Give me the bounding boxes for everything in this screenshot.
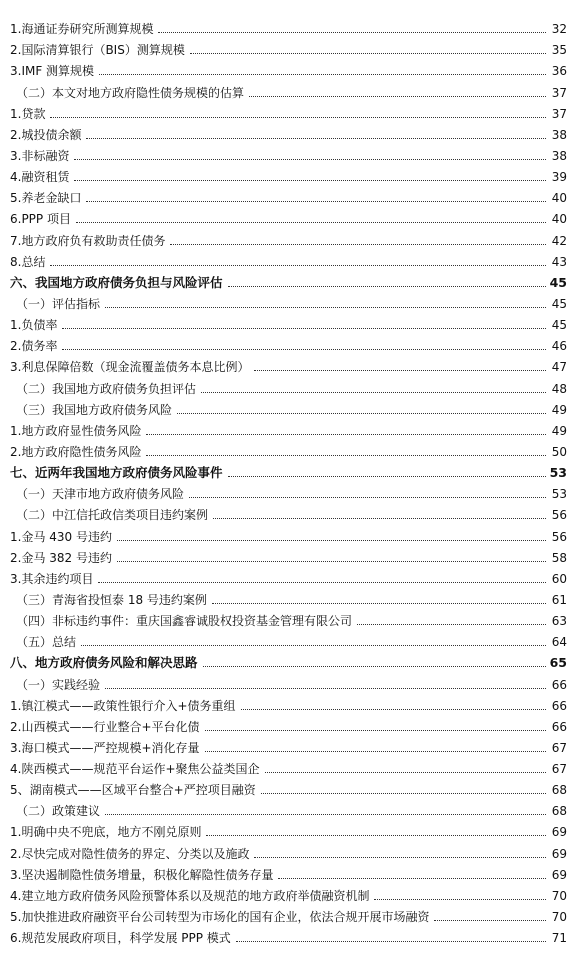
toc-entry[interactable] xyxy=(10,374,567,395)
toc-entry[interactable] xyxy=(10,692,567,713)
toc-page-number: 69 xyxy=(551,867,567,882)
dot-leader xyxy=(236,941,546,942)
toc-entry[interactable] xyxy=(10,205,567,226)
toc-section-heading[interactable] xyxy=(10,459,567,480)
toc-entry-title: （五）总结 xyxy=(16,635,77,650)
toc-entry-title: （二）我国地方政府债务负担评估 xyxy=(16,381,197,396)
toc-entry-title: （三）我国地方政府债务风险 xyxy=(16,402,173,417)
toc-entry-title: 3.其余违约项目 xyxy=(10,571,94,586)
toc-page-number: 45 xyxy=(551,318,567,333)
toc-entry-title: 2.国际清算银行（BIS）测算规模 xyxy=(10,43,185,58)
dot-leader xyxy=(212,603,546,604)
toc-entry-title: 4.陕西模式——规范平台运作+聚焦公益类国企 xyxy=(10,762,260,777)
toc-page-number: 68 xyxy=(551,804,567,819)
dot-leader xyxy=(201,392,546,393)
toc-entry-title: （四）非标违约事件：重庆国鑫睿诚股权投资基金管理有限公司 xyxy=(16,614,353,629)
dot-leader xyxy=(177,413,546,414)
toc-entry[interactable] xyxy=(10,607,567,628)
toc-page-number: 70 xyxy=(551,888,567,903)
dot-leader xyxy=(249,96,546,97)
toc-entry-title: 3.海口模式——严控规模+消化存量 xyxy=(10,740,200,755)
toc-entry[interactable] xyxy=(10,417,567,438)
toc-entry-title: 2.债务率 xyxy=(10,339,58,354)
toc-page-number: 49 xyxy=(551,402,567,417)
toc-entry[interactable] xyxy=(10,839,567,860)
toc-page-number: 65 xyxy=(549,655,567,671)
toc-page-number: 40 xyxy=(551,212,567,227)
dot-leader xyxy=(241,709,546,710)
toc-section-heading[interactable] xyxy=(10,269,567,290)
dot-leader xyxy=(105,688,546,689)
dot-leader xyxy=(50,265,546,266)
toc-entry[interactable] xyxy=(10,924,567,945)
toc-entry[interactable] xyxy=(10,628,567,649)
toc-page-number: 40 xyxy=(551,191,567,206)
toc-entry-title: 3.坚决遏制隐性债务增量，积极化解隐性债务存量 xyxy=(10,867,274,882)
toc-entry[interactable] xyxy=(10,713,567,734)
toc-page-number: 70 xyxy=(551,910,567,925)
dot-leader xyxy=(254,370,546,371)
dot-leader xyxy=(146,455,546,456)
dot-leader xyxy=(105,307,546,308)
toc-entry[interactable] xyxy=(10,670,567,691)
dot-leader xyxy=(99,74,546,75)
dot-leader xyxy=(261,793,546,794)
table-of-contents xyxy=(10,15,567,945)
toc-entry-title: 6.规范发展政府项目，科学发展 PPP 模式 xyxy=(10,931,231,946)
toc-entry-title: 八、地方政府债务风险和解决思路 xyxy=(10,655,198,671)
toc-page-number: 32 xyxy=(551,22,567,37)
toc-entry[interactable] xyxy=(10,755,567,776)
toc-page-number: 49 xyxy=(551,423,567,438)
toc-entry[interactable] xyxy=(10,438,567,459)
dot-leader xyxy=(170,244,546,245)
toc-page-number: 66 xyxy=(551,677,567,692)
dot-leader xyxy=(158,32,546,33)
toc-entry[interactable] xyxy=(10,501,567,522)
toc-page-number: 36 xyxy=(551,64,567,79)
toc-entry[interactable] xyxy=(10,522,567,543)
toc-entry-title: 5、湖南模式——区域平台整合+严控项目融资 xyxy=(10,783,256,798)
toc-entry[interactable] xyxy=(10,36,567,57)
toc-page-number: 42 xyxy=(551,233,567,248)
toc-entry[interactable] xyxy=(10,586,567,607)
dot-leader xyxy=(206,835,546,836)
toc-entry-title: （三）青海省投恒泰 18 号违约案例 xyxy=(16,592,207,607)
toc-entry[interactable] xyxy=(10,15,567,36)
toc-page-number: 37 xyxy=(551,85,567,100)
toc-entry-title: 六、我国地方政府债务负担与风险评估 xyxy=(10,274,223,290)
toc-entry[interactable] xyxy=(10,184,567,205)
dot-leader xyxy=(190,53,546,54)
toc-entry-title: 1.金马 430 号违约 xyxy=(10,529,112,544)
toc-page-number: 53 xyxy=(549,465,567,481)
toc-entry[interactable] xyxy=(10,311,567,332)
dot-leader xyxy=(81,645,546,646)
toc-entry[interactable] xyxy=(10,226,567,247)
dot-leader xyxy=(357,624,546,625)
dot-leader xyxy=(189,497,546,498)
toc-page-number: 50 xyxy=(551,444,567,459)
dot-leader xyxy=(203,666,546,667)
toc-page-number: 69 xyxy=(551,825,567,840)
toc-entry-title: 5.养老金缺口 xyxy=(10,191,82,206)
toc-page-number: 38 xyxy=(551,148,567,163)
toc-entry-title: 2.地方政府隐性债务风险 xyxy=(10,444,142,459)
dot-leader xyxy=(76,222,546,223)
dot-leader xyxy=(62,349,546,350)
toc-entry[interactable] xyxy=(10,57,567,78)
toc-page-number: 53 xyxy=(551,487,567,502)
toc-page-number: 69 xyxy=(551,846,567,861)
dot-leader xyxy=(146,434,546,435)
toc-section-heading[interactable] xyxy=(10,649,567,670)
toc-entry-title: 1.明确中央不兜底，地方不刚兑原则 xyxy=(10,825,202,840)
dot-leader xyxy=(265,772,546,773)
toc-entry[interactable] xyxy=(10,353,567,374)
dot-leader xyxy=(86,138,546,139)
toc-entry[interactable] xyxy=(10,290,567,311)
toc-page-number: 71 xyxy=(551,931,567,946)
toc-entry-title: 6.PPP 项目 xyxy=(10,212,71,227)
dot-leader xyxy=(117,540,546,541)
toc-entry-title: 1.贷款 xyxy=(10,106,46,121)
toc-entry-title: 3.非标融资 xyxy=(10,148,70,163)
toc-entry-title: 2.金马 382 号违约 xyxy=(10,550,112,565)
dot-leader xyxy=(74,180,546,181)
toc-page-number: 67 xyxy=(551,740,567,755)
toc-entry[interactable] xyxy=(10,121,567,142)
dot-leader xyxy=(74,159,546,160)
toc-entry[interactable] xyxy=(10,100,567,121)
toc-entry[interactable] xyxy=(10,142,567,163)
toc-entry-title: 8.总结 xyxy=(10,254,46,269)
toc-entry-title: 3.利息保障倍数（现金流覆盖债务本息比例） xyxy=(10,360,250,375)
dot-leader xyxy=(117,561,546,562)
toc-page-number: 43 xyxy=(551,254,567,269)
toc-page-number: 35 xyxy=(551,43,567,58)
toc-entry-title: 2.山西模式——行业整合+平台化债 xyxy=(10,719,200,734)
toc-entry[interactable] xyxy=(10,248,567,269)
toc-entry-title: （二）中江信托政信类项目违约案例 xyxy=(16,508,209,523)
toc-page-number: 63 xyxy=(551,614,567,629)
toc-entry[interactable] xyxy=(10,861,567,882)
toc-entry-title: （二）本文对地方政府隐性债务规模的估算 xyxy=(16,85,245,100)
dot-leader xyxy=(50,117,546,118)
dot-leader xyxy=(105,814,546,815)
toc-entry[interactable] xyxy=(10,734,567,755)
toc-entry-title: 1.负债率 xyxy=(10,318,58,333)
toc-page-number: 45 xyxy=(549,274,567,290)
toc-page-number: 39 xyxy=(551,170,567,185)
dot-leader xyxy=(374,899,546,900)
toc-page-number: 67 xyxy=(551,762,567,777)
dot-leader xyxy=(205,751,546,752)
dot-leader xyxy=(278,878,546,879)
dot-leader xyxy=(98,582,546,583)
toc-entry[interactable] xyxy=(10,903,567,924)
toc-entry-title: 七、近两年我国地方政府债务风险事件 xyxy=(10,465,223,481)
dot-leader xyxy=(254,857,546,858)
toc-entry-title: （一）天津市地方政府债务风险 xyxy=(16,487,185,502)
toc-page-number: 66 xyxy=(551,698,567,713)
toc-entry[interactable] xyxy=(10,882,567,903)
dot-leader xyxy=(228,286,546,287)
toc-entry-title: （二）政策建议 xyxy=(16,804,101,819)
toc-entry-title: 1.海通证券研究所测算规模 xyxy=(10,22,154,37)
dot-leader xyxy=(62,328,546,329)
toc-entry-title: （一）评估指标 xyxy=(16,296,101,311)
toc-entry[interactable] xyxy=(10,544,567,565)
toc-page-number: 66 xyxy=(551,719,567,734)
toc-page-number: 61 xyxy=(551,592,567,607)
toc-page-number: 47 xyxy=(551,360,567,375)
dot-leader xyxy=(213,518,546,519)
toc-entry-title: 7.地方政府负有救助责任债务 xyxy=(10,233,166,248)
dot-leader xyxy=(205,730,546,731)
toc-entry[interactable] xyxy=(10,78,567,99)
toc-page-number: 60 xyxy=(551,571,567,586)
toc-page-number: 64 xyxy=(551,635,567,650)
toc-entry[interactable] xyxy=(10,163,567,184)
toc-page-number: 37 xyxy=(551,106,567,121)
toc-entry-title: 1.地方政府显性债务风险 xyxy=(10,423,142,438)
toc-entry[interactable] xyxy=(10,332,567,353)
toc-page-number: 56 xyxy=(551,529,567,544)
toc-page-number: 38 xyxy=(551,127,567,142)
toc-page-number: 48 xyxy=(551,381,567,396)
toc-page-number: 58 xyxy=(551,550,567,565)
toc-entry-title: 5.加快推进政府融资平台公司转型为市场化的国有企业，依法合规开展市场融资 xyxy=(10,910,430,925)
toc-entry[interactable] xyxy=(10,565,567,586)
toc-entry[interactable] xyxy=(10,797,567,818)
toc-entry-title: （一）实践经验 xyxy=(16,677,101,692)
toc-entry-title: 2.尽快完成对隐性债务的界定、分类以及施政 xyxy=(10,846,250,861)
toc-entry[interactable] xyxy=(10,396,567,417)
toc-page-number: 45 xyxy=(551,296,567,311)
toc-entry-title: 1.镇江模式——政策性银行介入+债务重组 xyxy=(10,698,236,713)
toc-entry[interactable] xyxy=(10,776,567,797)
toc-entry-title: 2.城投债余额 xyxy=(10,127,82,142)
toc-entry-title: 4.建立地方政府债务风险预警体系以及规范的地方政府举债融资机制 xyxy=(10,888,370,903)
toc-entry-title: 4.融资租赁 xyxy=(10,170,70,185)
toc-page-number: 56 xyxy=(551,508,567,523)
toc-page-number: 46 xyxy=(551,339,567,354)
toc-page-number: 68 xyxy=(551,783,567,798)
dot-leader xyxy=(228,476,546,477)
toc-entry[interactable] xyxy=(10,818,567,839)
toc-entry-title: 3.IMF 测算规模 xyxy=(10,64,95,79)
dot-leader xyxy=(434,920,546,921)
toc-entry[interactable] xyxy=(10,480,567,501)
dot-leader xyxy=(86,201,546,202)
